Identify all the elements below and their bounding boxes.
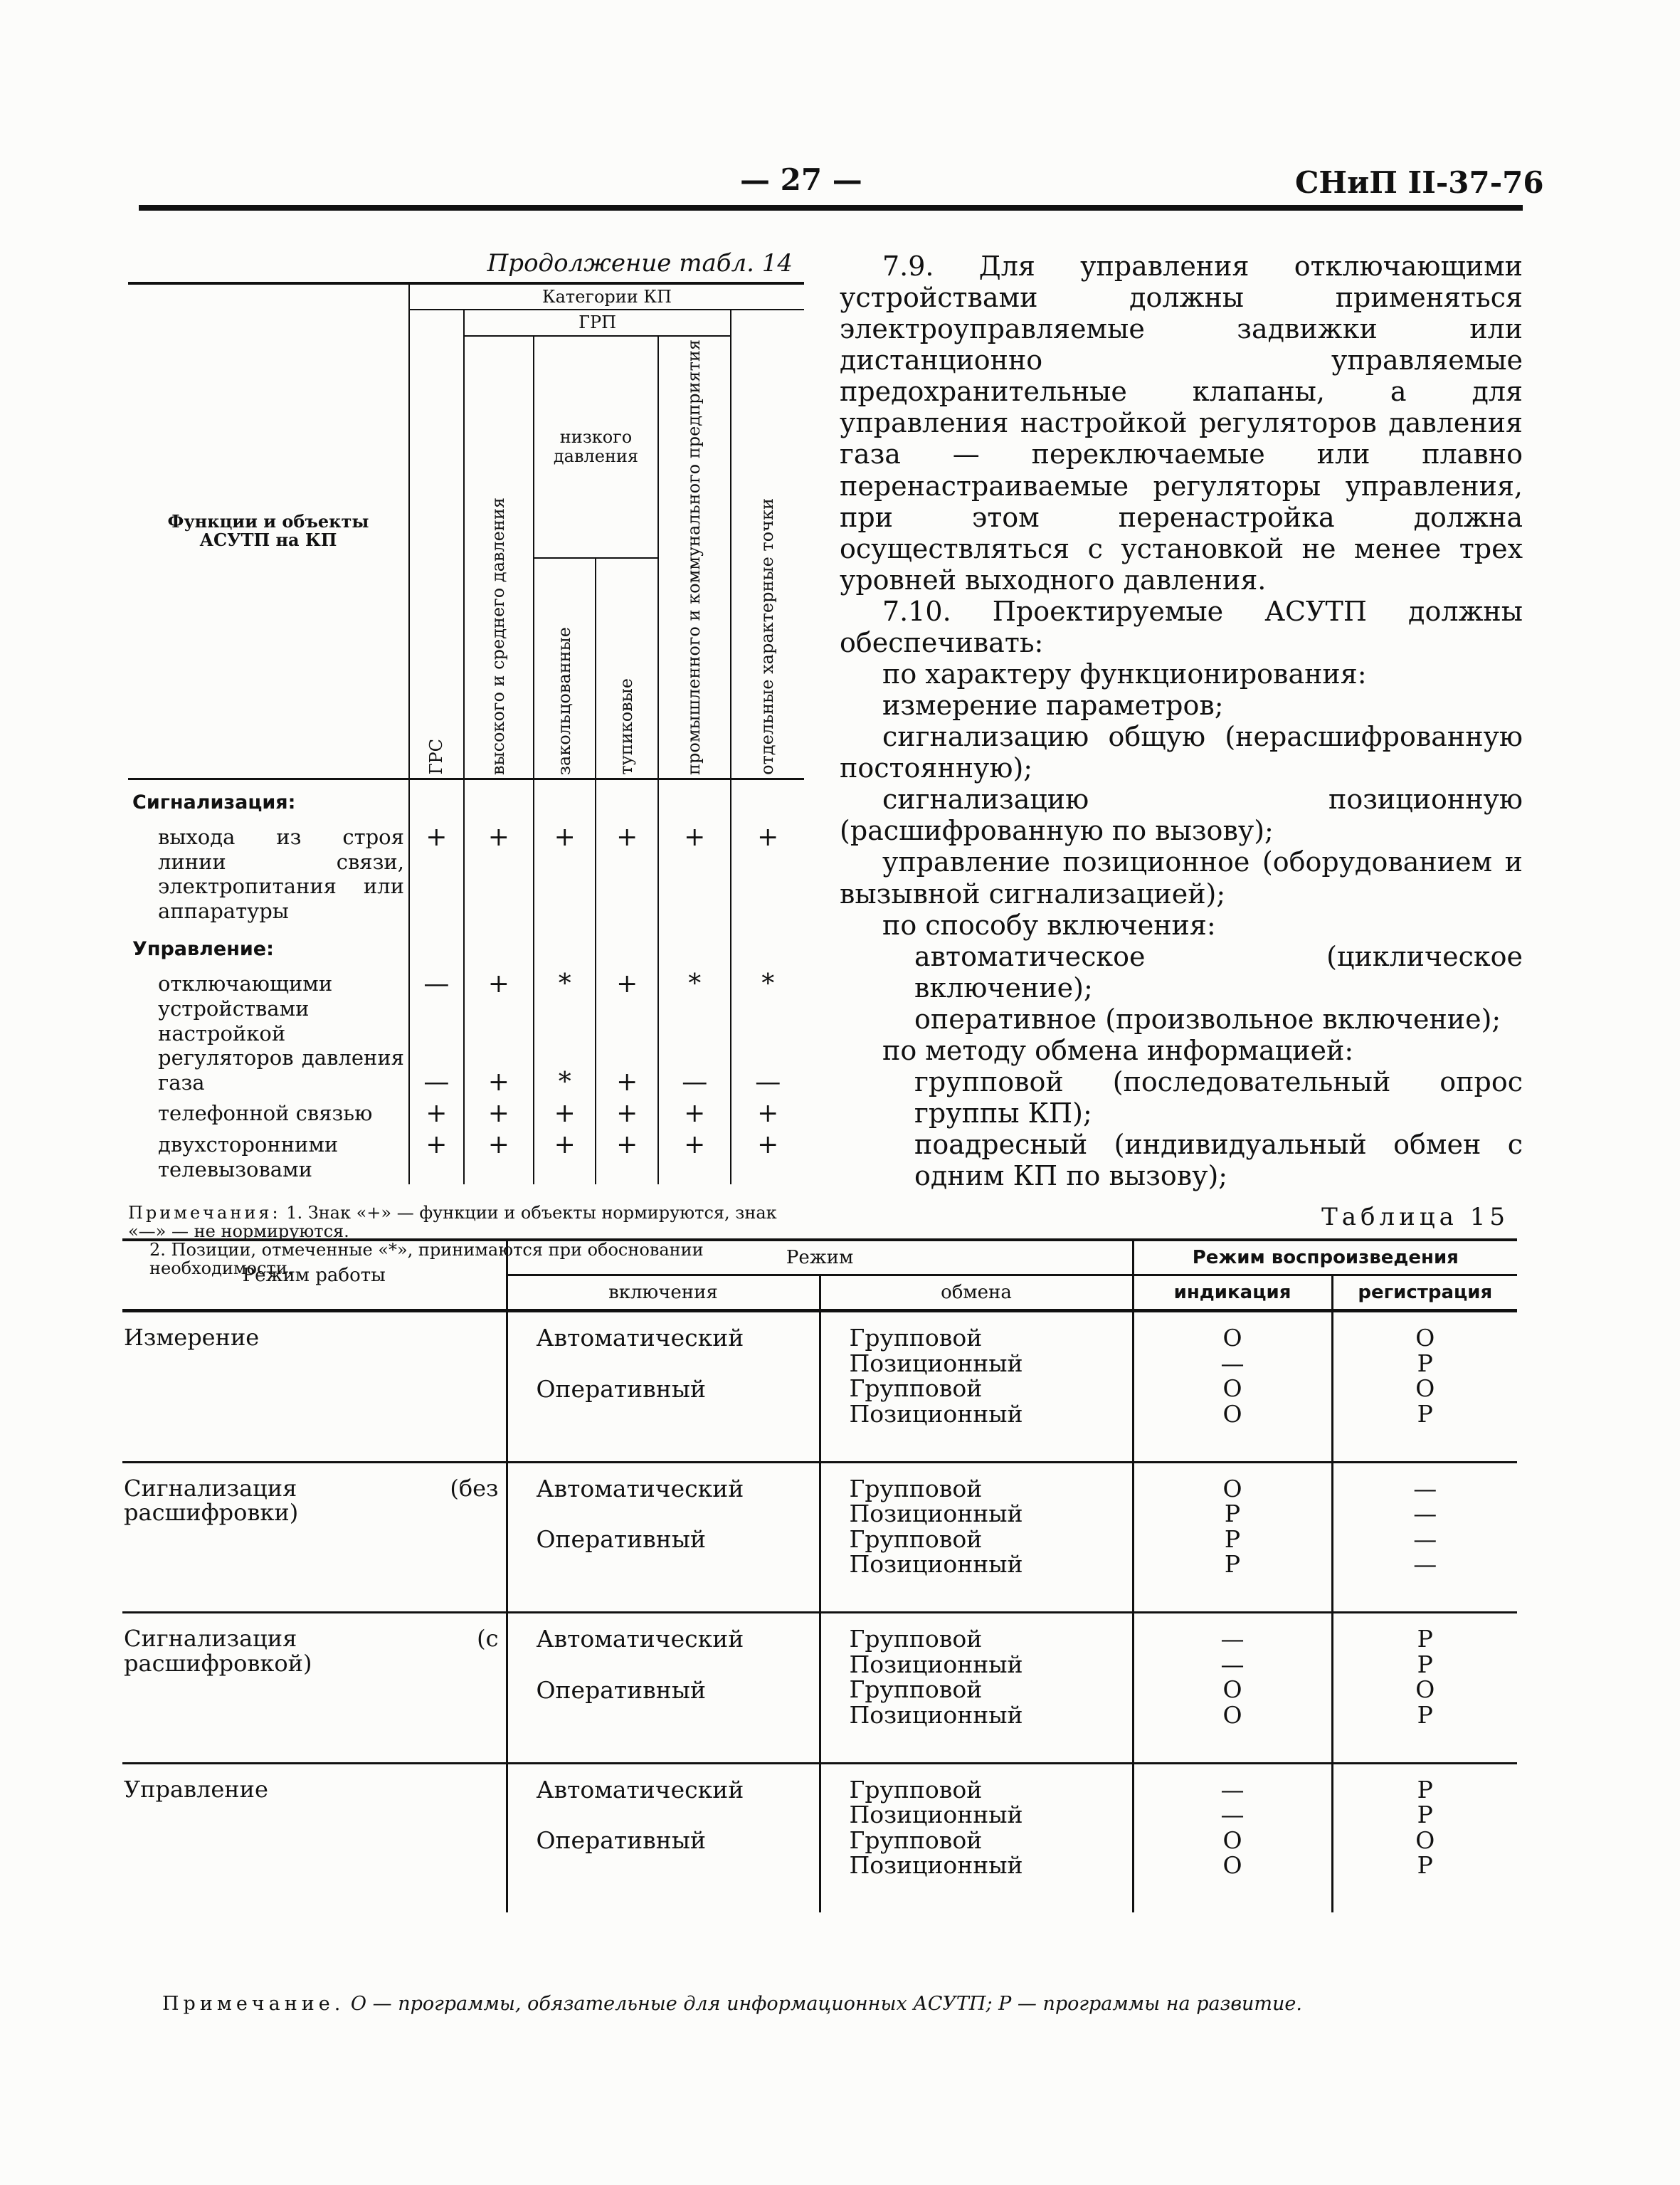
reg-cell: Р Р О Р bbox=[1332, 1613, 1517, 1764]
row-label: двухсторонними телевызовами bbox=[158, 1132, 339, 1181]
exch-cell: Групповой Позиционный Групповой Позиционный bbox=[820, 1613, 1133, 1764]
incl-cell: Автоматический Оперативный bbox=[507, 1462, 820, 1613]
table-cell: + bbox=[658, 1130, 731, 1185]
table-cell: + bbox=[596, 822, 658, 927]
section-label: Сигнализация: bbox=[132, 791, 296, 814]
table-cell: + bbox=[534, 1130, 596, 1185]
mode-cell: Измерение bbox=[124, 1324, 260, 1351]
table-cell: — bbox=[731, 1024, 804, 1098]
list-item: измерение параметров; bbox=[882, 690, 1224, 722]
col-functions-header: Функции и объекты АСУТП на КП bbox=[128, 283, 409, 779]
list-item: сигнализацию позиционную (расшифрованную по вызову); bbox=[840, 784, 1523, 847]
list-item: по характеру функционирования: bbox=[882, 658, 1367, 690]
col-mode-work-header: Режим работы bbox=[122, 1240, 507, 1311]
list-item: по методу обмена информацией: bbox=[882, 1034, 1354, 1066]
table-cell: + bbox=[464, 1130, 534, 1185]
table-cell: — bbox=[409, 1024, 464, 1098]
table-cell: + bbox=[534, 822, 596, 927]
table-cell: + bbox=[409, 1130, 464, 1185]
incl-cell: Автоматический Оперативный bbox=[507, 1763, 820, 1912]
table-cell: + bbox=[731, 822, 804, 927]
table-cell: + bbox=[409, 1098, 464, 1130]
table-cell: * bbox=[731, 969, 804, 1024]
reg-cell: О Р О Р bbox=[1332, 1311, 1517, 1463]
paragraph-7-9: 7.9. Для управления отключающими устройствами должны применяться электроуправляемые задвижки или дистанционно управляемые предохранительные клапаны, а для управления настройкой регуляторов давления газа — переключаемые или плавно перенастраиваемые регуляторы управления, при этом перенастройка должна осуществляться с установкой не менее трех уровней выходного давления. bbox=[840, 251, 1523, 596]
ind-cell: О Р Р Р bbox=[1133, 1462, 1332, 1613]
list-item: оперативное (произвольное включение); bbox=[914, 1003, 1501, 1035]
table-cell: + bbox=[409, 822, 464, 927]
table-row bbox=[128, 927, 804, 969]
col-looped-header: закольцованные bbox=[534, 558, 596, 779]
ind-cell: — — О О bbox=[1133, 1613, 1332, 1764]
table-15-caption: Таблица 15 bbox=[1321, 1203, 1509, 1231]
table-row bbox=[128, 969, 804, 1024]
list-item: по способу включения: bbox=[882, 909, 1216, 941]
note-2: 2. Позиции, отмеченные «*», принимаются при обосновании необходимости. bbox=[149, 1240, 704, 1279]
table-cell: + bbox=[596, 969, 658, 1024]
table-cell: + bbox=[731, 1130, 804, 1185]
table-row bbox=[128, 779, 804, 822]
col-mode-header: Режим bbox=[507, 1240, 1133, 1275]
row-label: отключающими устройствами настройкой регуляторов давления газа bbox=[158, 971, 404, 1095]
table-cell: + bbox=[596, 1024, 658, 1098]
col-low-header: низкого давления bbox=[534, 336, 658, 558]
ind-cell: О — О О bbox=[1133, 1311, 1332, 1463]
table-cell: — bbox=[409, 969, 464, 1024]
col-reg-header: регистрация bbox=[1332, 1275, 1517, 1311]
table-cell: * bbox=[534, 1024, 596, 1098]
incl-cell: Автоматический Оперативный bbox=[507, 1311, 820, 1463]
table-cell: + bbox=[731, 1098, 804, 1130]
note-heading: Примечание. bbox=[162, 1993, 345, 2015]
list-item: сигнализацию общую (нерасшифрованную постоянную); bbox=[840, 721, 1523, 784]
mode-cell: Сигнализация (без расшифровки) bbox=[124, 1474, 499, 1527]
note-1: 1. Знак «+» — функции и объекты нормируются, знак «—» — не нормируются. bbox=[128, 1203, 777, 1242]
col-incl-header: включения bbox=[507, 1275, 820, 1311]
row-label: телефонной связью bbox=[158, 1100, 373, 1125]
table-cell: + bbox=[596, 1098, 658, 1130]
table-cell: + bbox=[464, 1024, 534, 1098]
incl-cell: Автоматический Оперативный bbox=[507, 1613, 820, 1764]
row-label: выхода из строя линии связи, электропитания или аппаратуры bbox=[158, 824, 404, 924]
col-points-header: отдельные характерные точки bbox=[731, 310, 804, 779]
table-14-block bbox=[128, 249, 804, 1278]
table-15-note bbox=[162, 1993, 1302, 2015]
col-repro-header: Режим воспроизведения bbox=[1133, 1240, 1517, 1275]
table-cell: + bbox=[596, 1130, 658, 1185]
list-item: поадресный (индивидуальный обмен с одним КП по вызову); bbox=[914, 1129, 1523, 1192]
col-categories-header: Категории КП bbox=[409, 283, 804, 310]
table-cell: * bbox=[534, 969, 596, 1024]
reg-cell: — — — — bbox=[1332, 1462, 1517, 1613]
mode-cell: Сигнализация (с расшифровкой) bbox=[124, 1625, 499, 1677]
col-deadend-header: тупиковые bbox=[596, 558, 658, 779]
table-row bbox=[122, 1763, 1517, 1912]
col-industrial-header: промышленного и коммунального предприятия bbox=[658, 336, 731, 779]
table-row bbox=[128, 1130, 804, 1185]
table-row bbox=[128, 822, 804, 927]
table-cell: + bbox=[534, 1098, 596, 1130]
col-grp-header: ГРП bbox=[464, 310, 731, 335]
table-cell: + bbox=[464, 822, 534, 927]
notes-heading: Примечания: bbox=[128, 1203, 281, 1223]
exch-cell: Групповой Позиционный Групповой Позиционный bbox=[820, 1462, 1133, 1613]
paragraph-7-10: 7.10. Проектируемые АСУТП должны обеспечивать: bbox=[840, 595, 1523, 658]
table-15 bbox=[122, 1238, 1517, 1912]
table-row bbox=[128, 1098, 804, 1130]
header-rule bbox=[139, 205, 1523, 211]
note-text: О — программы, обязательные для информационных АСУТП; Р — программы на развитие. bbox=[344, 1993, 1302, 2015]
list-item: групповой (последовательный опрос группы КП); bbox=[914, 1066, 1523, 1130]
table-14 bbox=[128, 282, 804, 1184]
ind-cell: — — О О bbox=[1133, 1763, 1332, 1912]
table-cell: * bbox=[658, 969, 731, 1024]
table-row bbox=[122, 1613, 1517, 1764]
list-item: автоматическое (циклическое включение); bbox=[914, 940, 1523, 1004]
reg-cell: Р Р О Р bbox=[1332, 1763, 1517, 1912]
table-cell: + bbox=[464, 969, 534, 1024]
table-cell: — bbox=[658, 1024, 731, 1098]
document-id: СНиП II-37-76 bbox=[1295, 165, 1544, 200]
list-item: управление позиционное (оборудованием и вызывной сигнализацией); bbox=[840, 846, 1523, 910]
section-label: Управление: bbox=[132, 937, 274, 960]
table-row bbox=[122, 1311, 1517, 1463]
right-column-text bbox=[840, 251, 1523, 1191]
col-ind-header: индикация bbox=[1133, 1275, 1332, 1311]
table-cell: + bbox=[464, 1098, 534, 1130]
col-grs-header: ГРС bbox=[409, 310, 464, 779]
page-number: — 27 — bbox=[740, 162, 862, 197]
mode-cell: Управление bbox=[124, 1775, 268, 1803]
table-14-caption: Продолжение табл. 14 bbox=[487, 249, 793, 278]
table-cell: + bbox=[658, 822, 731, 927]
table-cell: + bbox=[658, 1098, 731, 1130]
exch-cell: Групповой Позиционный Групповой Позиционный bbox=[820, 1311, 1133, 1463]
col-exch-header: обмена bbox=[820, 1275, 1133, 1311]
exch-cell: Групповой Позиционный Групповой Позиционный bbox=[820, 1763, 1133, 1912]
col-high-header: высокого и среднего давления bbox=[464, 336, 534, 779]
table-row bbox=[122, 1462, 1517, 1613]
